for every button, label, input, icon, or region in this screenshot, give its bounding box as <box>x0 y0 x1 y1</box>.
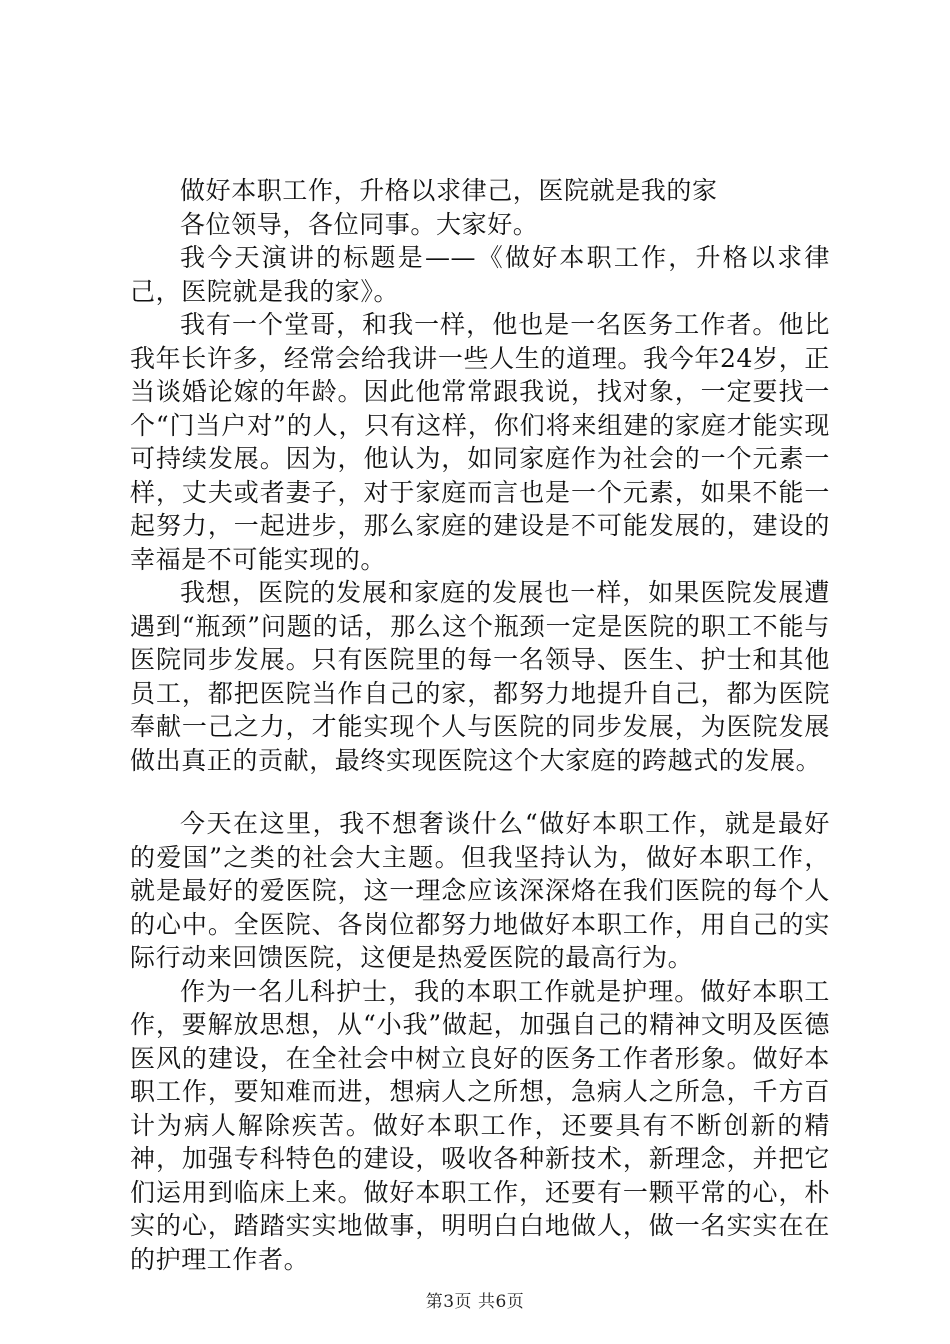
page-number-footer: 第3页 共6页 <box>425 1292 525 1312</box>
greeting-paragraph: 各位领导，各位同事。大家好。 <box>180 209 539 239</box>
body-paragraph: 我有一个堂哥，和我一样，他也是一名医务工作者。他比我年长许多，经常会给我讲一些人生的道理。我今年24岁，正当谈婚论嫁的年龄。因此他常常跟我说，找对象，一定要找一个“门当户对”的人，只有这样，你们将来组建的家庭才能实现可持续发展。因为，他认为，如同家庭作为社会的一个元素一样，丈夫或者妻子，对于家庭而言也是一个元素，如果不能一起努力，一起进步，那么家庭的建设是不可能发展的，建设的幸福是不可能实现的。 <box>130 310 830 574</box>
document-body <box>130 174 830 1276</box>
body-paragraph: 我想，医院的发展和家庭的发展也一样，如果医院发展遭遇到“瓶颈”问题的话，那么这个瓶颈一定是医院的职工不能与医院同步发展。只有医院里的每一名领导、医生、护士和其他员工，都把医院当作自己的家，都努力地提升自己，都为医院奉献一己之力，才能实现个人与医院的同步发展，为医院发展做出真正的贡献，最终实现医院这个大家庭的跨越式的发展。 <box>130 578 830 775</box>
body-paragraph: 我今天演讲的标题是——《做好本职工作，升格以求律己，医院就是我的家》。 <box>130 243 830 306</box>
body-paragraph: 今天在这里，我不想奢谈什么“做好本职工作，就是最好的爱国”之类的社会大主题。但我坚持认为，做好本职工作，就是最好的爱医院，这一理念应该深深烙在我们医院的每个人的心中。全医院、各岗位都努力地做好本职工作，用自己的实际行动来回馈医院，这便是热爱医院的最高行为。 <box>130 809 830 972</box>
body-paragraph: 作为一名儿科护士，我的本职工作就是护理。做好本职工作，要解放思想，从“小我”做起，加强自己的精神文明及医德医风的建设，在全社会中树立良好的医务工作者形象。做好本职工作，要知难而进，想病人之所想，急病人之所急，千方百计为病人解除疾苦。做好本职工作，还要具有不断创新的精神，加强专科特色的建设，吸收各种新技术，新理念，并把它们运用到临床上来。做好本职工作，还要有一颗平常的心，朴实的心，踏踏实实地做事，明明白白地做人，做一名实实在在的护理工作者。 <box>130 976 830 1274</box>
paragraph-spacer <box>130 777 830 807</box>
document-title: 做好本职工作，升格以求律己，医院就是我的家 <box>180 176 718 205</box>
